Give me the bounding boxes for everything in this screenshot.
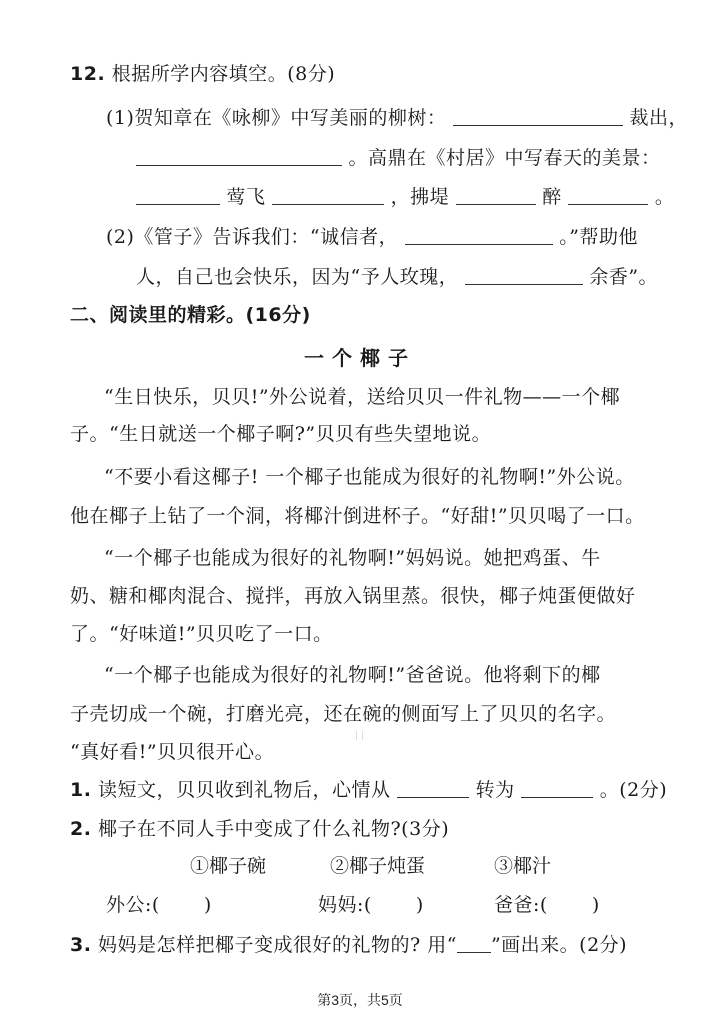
answer-blank-9[interactable] [397, 777, 469, 798]
answer-blank-4[interactable] [272, 184, 384, 205]
q2-close-paren: ) [203, 894, 212, 916]
q12-p1-text-b: 裁出， [629, 107, 689, 129]
q12-p1-text-d: 莺飞 [226, 186, 266, 208]
q12-p2-text-a: (2)《管子》告诉我们：“诚信者， [106, 226, 399, 248]
passage-line: “真好看!”贝贝很开心。 [70, 741, 275, 763]
q2-person-label: 爸爸:( [494, 894, 548, 916]
answer-blank-5[interactable] [456, 184, 536, 205]
q2-option-2: ②椰子炖蛋 [330, 855, 426, 877]
underline-sample [457, 932, 491, 953]
q1-number: 1. [70, 779, 92, 801]
q2-option-1: ①椰子碗 [190, 855, 267, 877]
q12-part1-line3 [136, 183, 674, 211]
section-2-heading: 二、阅读里的精彩。(16分) [70, 304, 311, 326]
q3-line [70, 931, 627, 959]
q2-close-paren: ) [591, 894, 600, 916]
page-footer: 第3页，共5页 [317, 992, 403, 1008]
q2-answer-mom[interactable] [318, 891, 424, 919]
answer-blank-6[interactable] [568, 184, 648, 205]
q3-number: 3. [70, 934, 92, 956]
q2-close-paren: ) [415, 894, 424, 916]
passage-line: “一个椰子也能成为很好的礼物啊!”妈妈说。她把鸡蛋、牛 [104, 547, 601, 569]
answer-blank-7[interactable] [405, 224, 553, 245]
q1-text-a: 读短文，贝贝收到礼物后，心情从 [98, 779, 391, 801]
answer-blank-8[interactable] [465, 264, 583, 285]
q12-p1-text-a: (1)贺知章在《咏柳》中写美丽的柳树： [106, 107, 447, 129]
passage-line: “不要小看这椰子! 一个椰子也能成为很好的礼物啊!”外公说。 [104, 466, 635, 488]
answer-blank-2[interactable] [136, 145, 342, 166]
q12-part2-line2 [136, 263, 658, 291]
q12-p1-text-f: 醉 [542, 186, 562, 208]
q3-text-b: ”画出来。(2分) [490, 934, 628, 956]
q2-answer-grandpa[interactable] [106, 891, 212, 919]
q12-p2-text-c: 人，自己也会快乐，因为“予人玫瑰， [136, 266, 459, 288]
q3-text-a: 妈妈是怎样把椰子变成很好的礼物的? 用“ [98, 934, 457, 956]
q12-part1-line1 [106, 104, 688, 132]
answer-blank-1[interactable] [453, 105, 623, 126]
answer-blank-10[interactable] [521, 777, 593, 798]
q12-number: 12. [70, 63, 106, 85]
passage-title: 一个椰子 [304, 346, 416, 370]
q1-line [70, 776, 667, 804]
q12-part1-line2 [136, 144, 661, 172]
q1-text-c: 。(2分) [599, 779, 668, 801]
passage-line: 子壳切成一个碗，打磨光亮，还在碗的侧面写上了贝贝的名字。 [70, 703, 617, 725]
q2-prompt: 椰子在不同人手中变成了什么礼物?(3分) [98, 818, 450, 840]
q2-number: 2. [70, 818, 92, 840]
q2-person-label: 外公:( [106, 894, 160, 916]
q2-person-label: 妈妈:( [318, 894, 372, 916]
answer-blank-3[interactable] [136, 184, 220, 205]
passage-line: 他在椰子上钻了一个洞，将椰汁倒进杯子。“好甜!”贝贝喝了一口。 [70, 505, 645, 527]
passage-line: 子。“生日就送一个椰子啊?”贝贝有些失望地说。 [70, 423, 492, 445]
q12-part2-line1 [106, 223, 638, 251]
passage-line: 奶、糖和椰肉混合、搅拌，再放入锅里蒸。很快，椰子炖蛋便做好 [70, 585, 636, 607]
q2-line [70, 815, 449, 843]
q12-p1-text-c: 。高鼎在《村居》中写春天的美景： [348, 147, 661, 169]
scan-mark [356, 731, 363, 740]
q12-header [70, 60, 335, 88]
q12-p1-text-e: ，拂堤 [390, 186, 450, 208]
q12-prompt: 根据所学内容填空。(8分) [111, 63, 336, 85]
passage-line: “生日快乐，贝贝!”外公说着，送给贝贝一件礼物——一个椰 [104, 386, 621, 408]
q12-p1-text-g: 。 [654, 186, 675, 208]
passage-line: “一个椰子也能成为很好的礼物啊!”爸爸说。他将剩下的椰 [104, 664, 601, 686]
passage-line: 了。“好味道!”贝贝吃了一口。 [70, 623, 333, 645]
q12-p2-text-b: 。”帮助他 [559, 226, 638, 248]
q2-answer-dad[interactable] [494, 891, 600, 919]
q2-option-3: ③椰汁 [494, 855, 552, 877]
q1-text-b: 转为 [475, 779, 515, 801]
q12-p2-text-d: 余香”。 [589, 266, 659, 288]
